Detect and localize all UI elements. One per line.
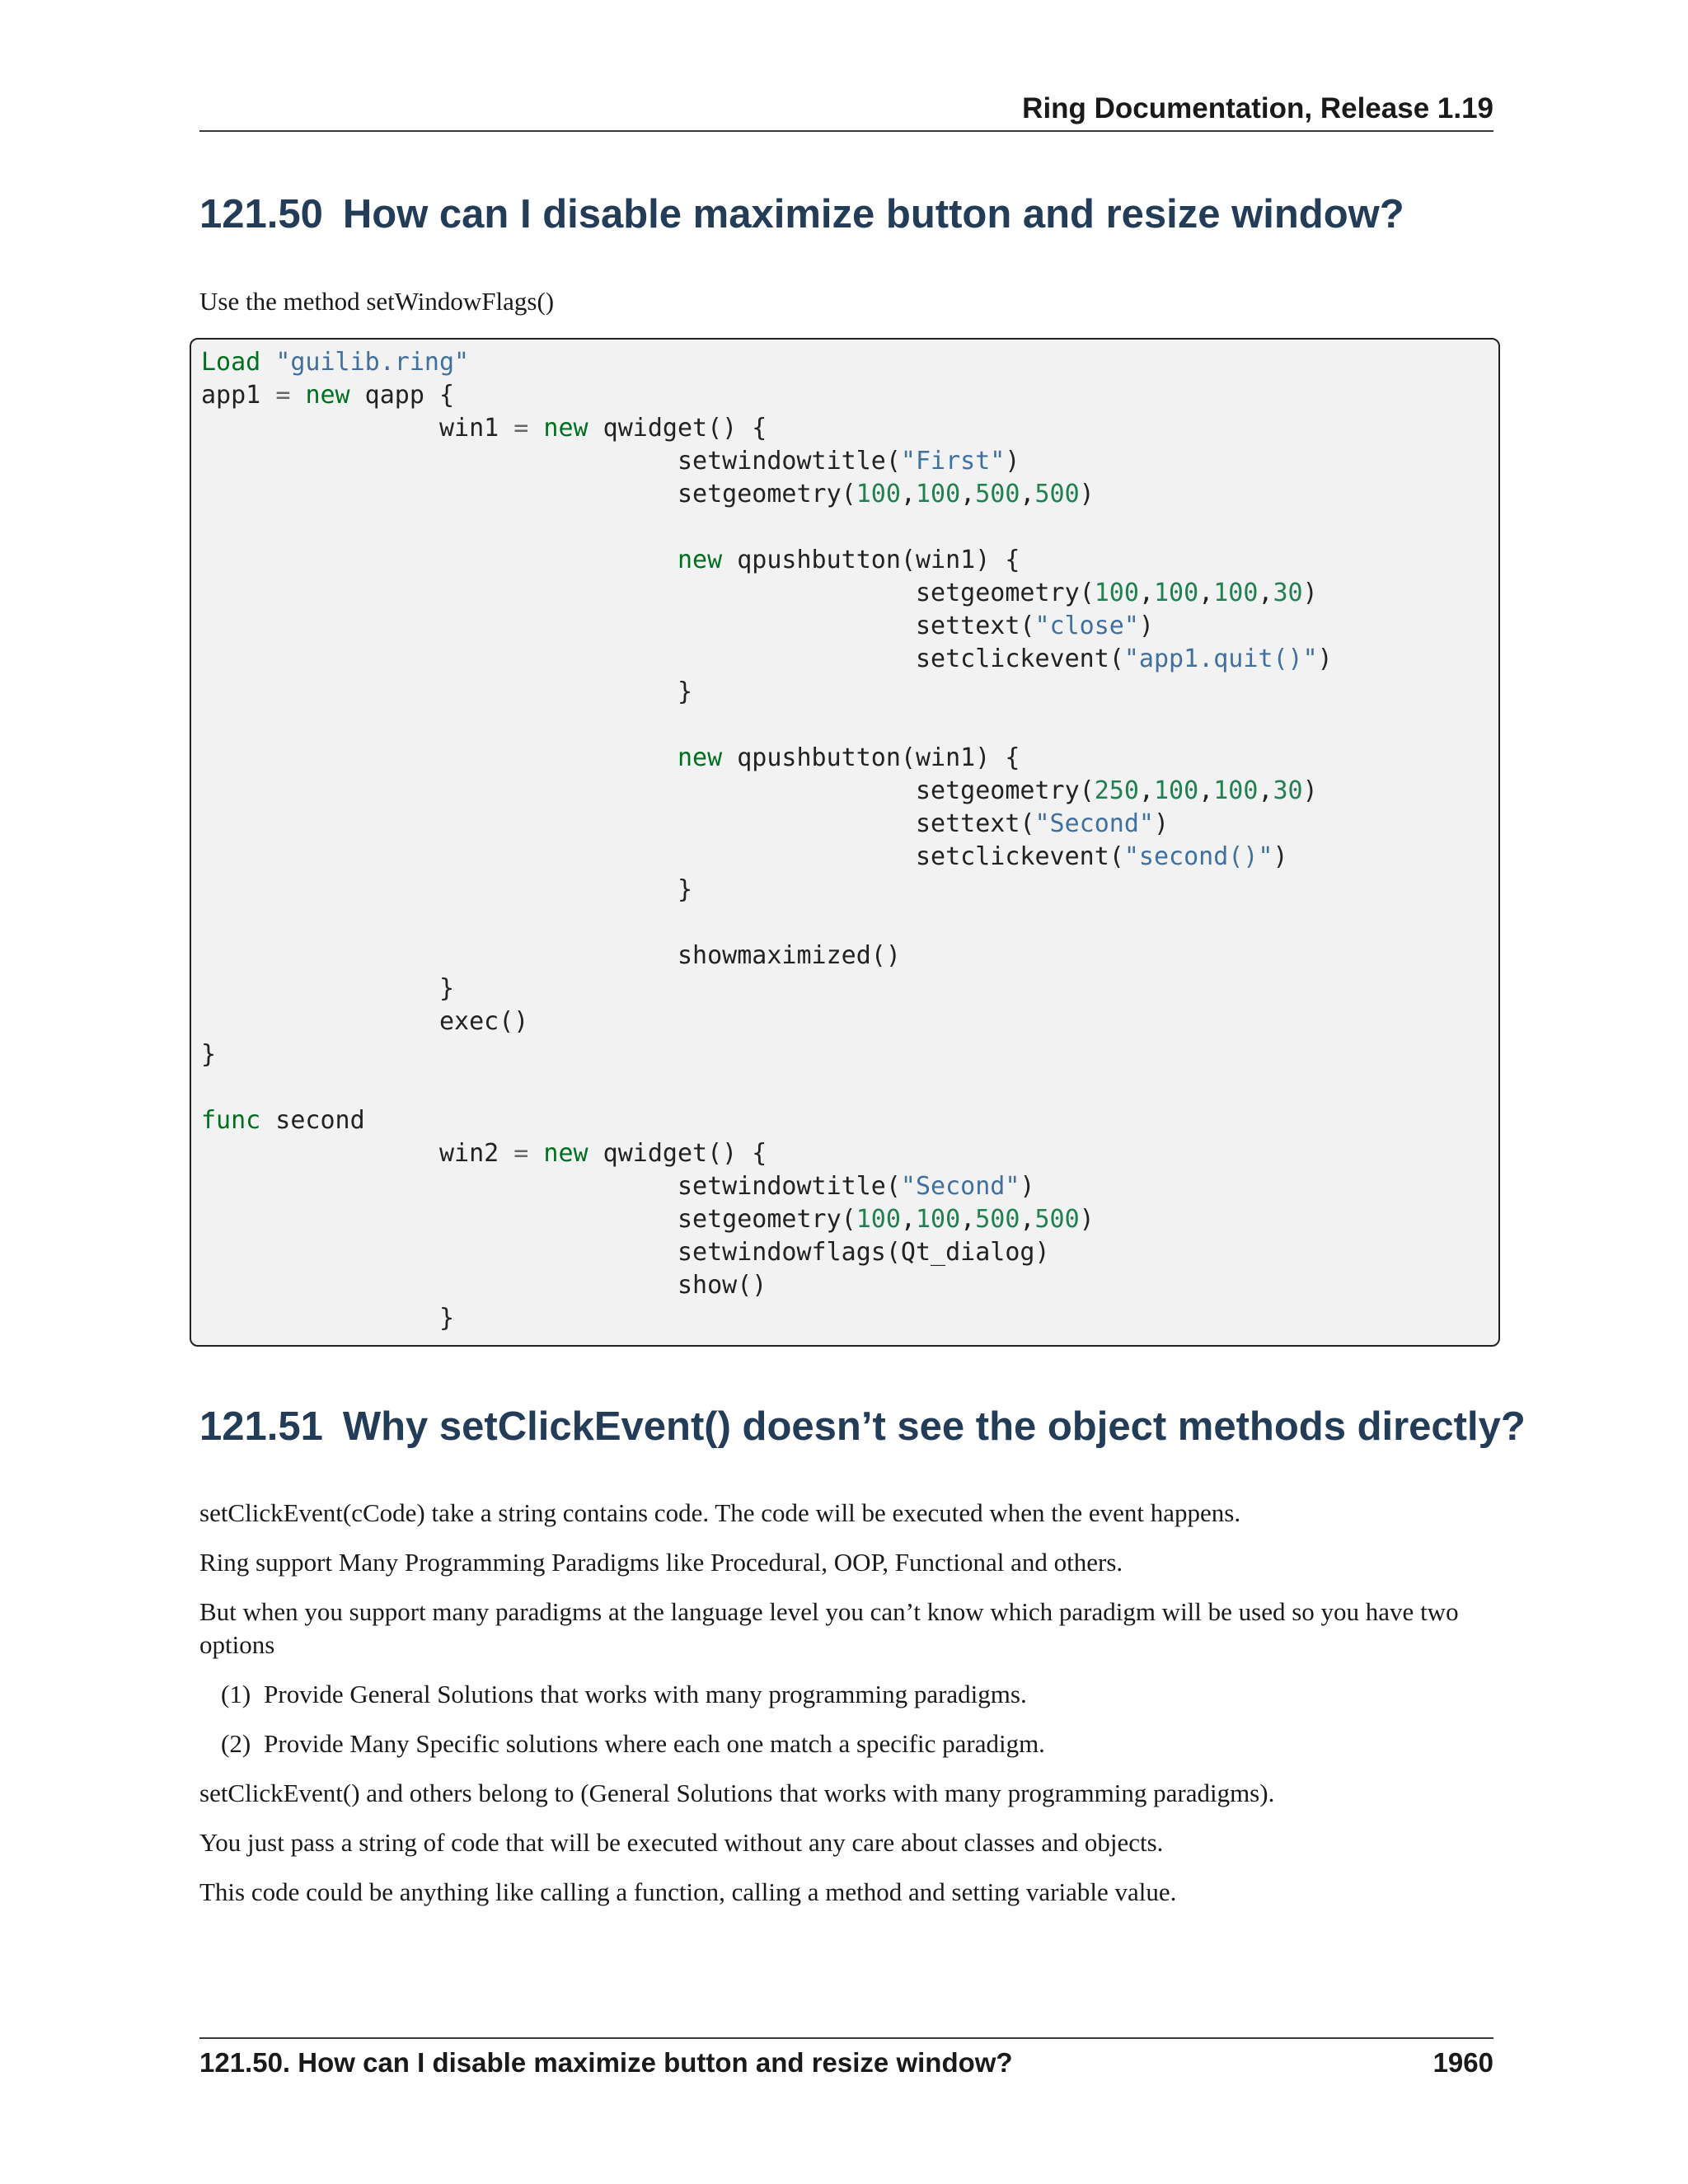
code-line: setwindowtitle("Second") [201,1172,1035,1201]
code-line: setwindowtitle("First") [201,447,1020,476]
code-line: new qpushbutton(win1) { [677,743,1020,772]
list-marker: (1) [221,1680,251,1708]
code-line: win2 = new qwidget() { [201,1139,767,1168]
code-line: } [201,1304,455,1333]
code-line: setgeometry(100,100,500,500) [201,1205,1095,1234]
code-line [201,511,1333,544]
paragraph: Ring support Many Programming Paradigms like Procedural, OOP, Functional and others. [199,1548,1123,1577]
page-number: 1960 [1432,2047,1493,2078]
paragraph: setClickEvent() and others belong to (General Solutions that works with many programming paradigms). [199,1779,1275,1807]
list-marker: (2) [221,1729,251,1758]
code-block [190,338,1500,1347]
code-line: setclickevent("second()") [201,842,1288,871]
code-line: setclickevent("app1.quit()") [201,644,1333,673]
code-line: win1 = new qwidget() { [201,414,767,443]
code-line: show() [201,1271,767,1300]
footer-section-ref: 121.50. How can I disable maximize button and resize window? [199,2047,1013,2078]
section-heading-121-51 [199,1404,1526,1450]
page-footer [199,2037,1493,2088]
list-item [221,1727,1045,1760]
header-title: Ring Documentation, Release 1.19 [1022,92,1493,124]
code-line: new qpushbutton(win1) { [677,546,1020,574]
code-line [201,907,1333,940]
code-line: Load "guilib.ring" [201,348,470,377]
list-text: Provide Many Specific solutions where each one match a specific paradigm. [264,1729,1045,1758]
code-line: } [201,974,455,1003]
code-line: } [201,677,693,706]
code-line: setgeometry(100,100,500,500) [201,480,1095,509]
code-line: showmaximized() [201,941,901,970]
list-text: Provide General Solutions that works with many programming paradigms. [264,1680,1027,1708]
code-line [201,1071,1333,1104]
paragraph: setClickEvent(cCode) take a string contains code. The code will be executed when the event happens. [199,1498,1241,1527]
code-line: setgeometry(250,100,100,30) [201,776,1318,805]
paragraph: This code could be anything like calling a function, calling a method and setting variable value. [199,1877,1177,1906]
code-lines [201,346,1333,1335]
code-line: setgeometry(100,100,100,30) [201,579,1318,607]
section-number: 121.51 [199,1404,323,1449]
code-line: } [201,875,693,904]
code-line: setwindowflags(Qt_dialog) [201,1238,1050,1267]
section-title: Why setClickEvent() doesn’t see the object methods directly? [342,1404,1526,1449]
paragraph: But when you support many paradigms at the language level you can’t know which paradigm will be used so you have two options [199,1597,1459,1659]
code-line: settext("Second") [201,809,1170,838]
code-line: settext("close") [201,612,1154,640]
code-line: app1 = new qapp { [201,381,455,410]
intro-paragraph: Use the method setWindowFlags() [199,287,555,316]
code-line [201,709,1333,742]
section-title: How can I disable maximize button and resize window? [342,192,1404,237]
code-line: exec() [201,1007,529,1036]
list-item [221,1678,1027,1711]
code-line: } [201,1040,217,1069]
page-header [199,89,1493,132]
section-heading-121-50 [199,191,1404,237]
section-number: 121.50 [199,192,323,237]
code-line: func second [201,1106,365,1135]
paragraph: You just pass a string of code that will be executed without any care about classes and objects. [199,1828,1164,1857]
